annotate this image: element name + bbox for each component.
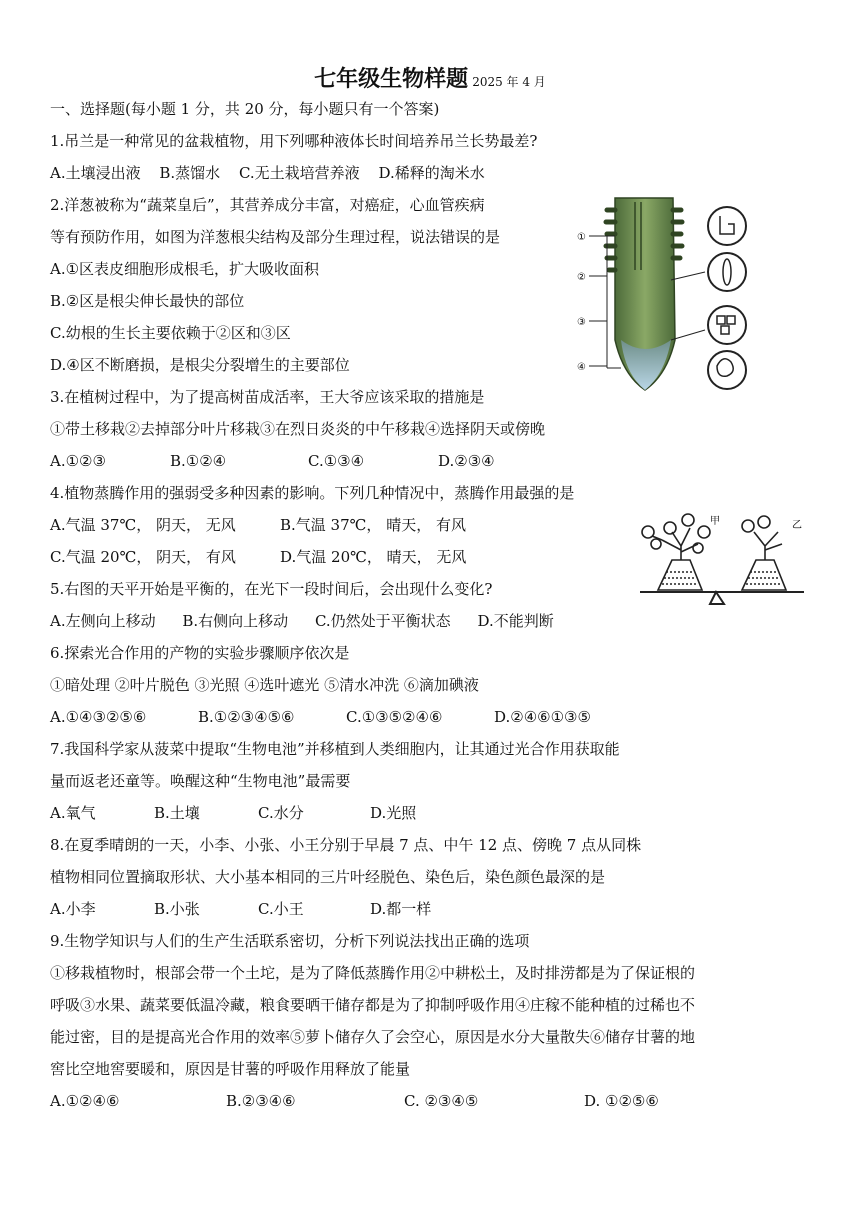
question-2-stem-2: 等有预防作用，如图为洋葱根尖结构及部分生理过程，说法错误的是 xyxy=(50,228,501,246)
option-b: B.右侧向上移动 xyxy=(182,612,289,630)
balance-figure xyxy=(632,510,812,610)
option-c: C.小王 xyxy=(258,900,304,918)
question-6-options xyxy=(50,706,591,728)
label-4: ④ xyxy=(577,362,586,373)
question-8-stem-2: 植物相同位置摘取形状、大小基本相同的三片叶经脱色、染色后，染色颜色最深的是 xyxy=(50,868,606,886)
question-9-stem-2: ①移栽植物时，根部会带一个土坨，是为了降低蒸腾作用②中耕松土，及时排涝都是为了保证根的 xyxy=(50,964,696,982)
question-8-stem-1: 8.在夏季晴朗的一天，小李、小张、小王分别于早晨 7 点、中午 12 点、傍晚 7 点从同株 xyxy=(50,836,642,854)
option-c: C.仍然处于平衡状态 xyxy=(314,612,451,630)
label-jia: 甲 xyxy=(710,516,720,527)
title-date: 2025 年 4 月 xyxy=(472,75,546,89)
option-c: C.①③⑤②④⑥ xyxy=(346,708,443,726)
question-7-stem-2: 量而返老还童等。唤醒这种“生物电池”最需要 xyxy=(50,772,351,790)
option-b: B.蒸馏水 xyxy=(159,164,221,182)
option-d: D.稀释的淘米水 xyxy=(378,164,485,182)
option-b: B.②③④⑥ xyxy=(226,1092,296,1110)
question-5-options xyxy=(50,610,554,632)
option-d: D.②③④ xyxy=(438,452,495,470)
option-d: D.光照 xyxy=(370,804,417,822)
question-1-stem: 1.吊兰是一种常见的盆栽植物，用下列哪种液体长时间培养吊兰长势最差? xyxy=(50,132,538,150)
question-4-stem: 4.植物蒸腾作用的强弱受多种因素的影响。下列几种情况中，蒸腾作用最强的是 xyxy=(50,484,575,502)
question-9-stem-1: 9.生物学知识与人们的生产生活联系密切，分析下列说法找出正确的选项 xyxy=(50,932,530,950)
option-b: B.土壤 xyxy=(154,804,200,822)
option-b: B.①②③④⑤⑥ xyxy=(198,708,295,726)
question-4-options-cd xyxy=(50,546,466,568)
question-3-stem-1: 3.在植树过程中，为了提高树苗成活率，王大爷应该采取的措施是 xyxy=(50,388,485,406)
question-9-stem-3: 呼吸③水果、蔬菜要低温冷藏，粮食要晒干储存都是为了抑制呼吸作用④庄稼不能种植的过稀也不 xyxy=(50,996,696,1014)
question-7-options xyxy=(50,802,416,824)
plant-jia xyxy=(642,514,710,590)
title-main: 七年级生物样题 xyxy=(314,67,469,92)
question-4-options-ab xyxy=(50,514,466,536)
plant-yi xyxy=(742,516,786,590)
question-9-stem-4: 能过密，目的是提高光合作用的效率⑤萝卜储存久了会空心，原因是水分大量散失⑥储存甘薯的地 xyxy=(50,1028,696,1046)
option-c: C.①③④ xyxy=(308,452,365,470)
option-d: D.不能判断 xyxy=(477,612,554,630)
question-5-stem: 5.右图的天平开始是平衡的，在光下一段时间后，会出现什么变化? xyxy=(50,580,493,598)
question-1-options xyxy=(50,162,485,184)
option-b: B.①②④ xyxy=(170,452,227,470)
balance-beam xyxy=(640,592,804,604)
question-2-option-c: C.幼根的生长主要依赖于②区和③区 xyxy=(50,324,291,342)
question-7-stem-1: 7.我国科学家从菠菜中提取“生物电池”并移植到人类细胞内，让其通过光合作用获取能 xyxy=(50,740,620,758)
question-2-option-d: D.④区不断磨损，是根尖分裂增生的主要部位 xyxy=(50,356,350,374)
section-heading: 一、选择题(每小题 1 分，共 20 分，每小题只有一个答案) xyxy=(50,100,440,118)
option-b: B.气温 37℃， 晴天， 有风 xyxy=(280,516,466,534)
option-d: D.气温 20℃， 晴天， 无风 xyxy=(280,548,467,566)
option-d: D.②④⑥①③⑤ xyxy=(494,708,591,726)
question-2-option-a: A.①区表皮细胞形成根毛，扩大吸收面积 xyxy=(50,260,320,278)
option-a: A.左侧向上移动 xyxy=(50,612,156,630)
option-a: A.①④③②⑤⑥ xyxy=(50,708,147,726)
question-3-options xyxy=(50,450,495,472)
option-a: A.氧气 xyxy=(50,804,96,822)
label-3: ③ xyxy=(577,317,586,328)
option-c: C. ②③④⑤ xyxy=(404,1092,479,1110)
label-2: ② xyxy=(577,272,586,283)
label-yi: 乙 xyxy=(792,520,802,531)
option-b: B.小张 xyxy=(154,900,200,918)
question-6-stem-2: ①暗处理 ②叶片脱色 ③光照 ④选叶遮光 ⑤清水冲洗 ⑥滴加碘液 xyxy=(50,676,479,694)
question-6-stem-1: 6.探索光合作用的产物的实验步骤顺序依次是 xyxy=(50,644,350,662)
question-9-stem-5: 窖比空地窖要暖和，原因是甘薯的呼吸作用释放了能量 xyxy=(50,1060,411,1078)
option-c: C.气温 20℃， 阴天， 有风 xyxy=(50,548,236,566)
question-8-options xyxy=(50,898,431,920)
page-title xyxy=(0,62,860,93)
question-2-stem-1: 2.洋葱被称为“蔬菜皇后”，其营养成分丰富，对癌症，心血管疾病 xyxy=(50,196,485,214)
option-a: A.土壤浸出液 xyxy=(50,164,141,182)
question-3-stem-2: ①带土移栽②去掉部分叶片移栽③在烈日炎炎的中午移栽④选择阴天或傍晚 xyxy=(50,420,546,438)
question-9-options xyxy=(50,1090,659,1112)
option-a: A.气温 37℃， 阴天， 无风 xyxy=(50,516,236,534)
option-d: D. ①②⑤⑥ xyxy=(584,1092,659,1110)
label-1: ① xyxy=(577,232,586,243)
question-2-option-b: B.②区是根尖伸长最快的部位 xyxy=(50,292,245,310)
root-tip-figure xyxy=(575,190,775,400)
option-a: A.①②④⑥ xyxy=(50,1092,120,1110)
option-c: C.水分 xyxy=(258,804,304,822)
option-a: A.小李 xyxy=(50,900,96,918)
option-c: C.无土栽培营养液 xyxy=(238,164,360,182)
option-a: A.①②③ xyxy=(50,452,106,470)
option-d: D.都一样 xyxy=(370,900,432,918)
